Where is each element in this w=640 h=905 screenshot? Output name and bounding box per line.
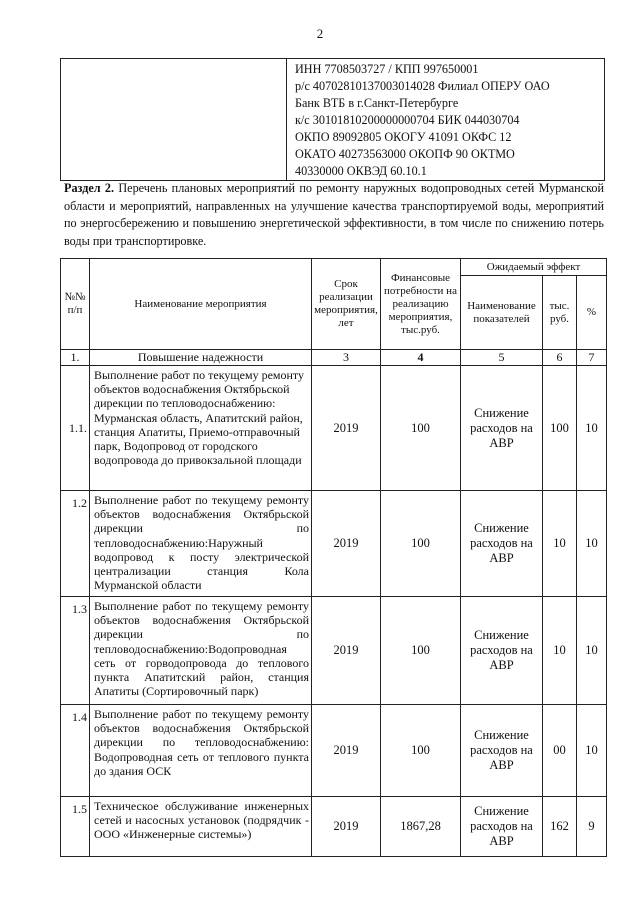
col-number: 5 (461, 350, 543, 366)
requisites-cell (287, 59, 605, 181)
row-year: 2019 (312, 491, 381, 597)
row-number: 1.4 (61, 705, 90, 797)
row-year: 2019 (312, 797, 381, 857)
row-name: Выполнение работ по текущему ремонту объектов водоснабжения Октябрьской дирекции по тепловодоснабжению:Водопроводная сеть от горводопровода до теплового пункта Апатитский район, станция Апатиты (Сортировочный парк) (90, 597, 312, 705)
row-cost: 100 (381, 491, 461, 597)
row-number: 1.5 (61, 797, 90, 857)
section-label: Раздел 2. (64, 181, 115, 195)
row-year: 2019 (312, 705, 381, 797)
requisites-line: ОКАТО 40273563000 ОКОПФ 90 ОКТМО (295, 147, 515, 161)
table-row (61, 597, 607, 705)
col-number: 6 (543, 350, 577, 366)
row-pct: 9 (577, 797, 607, 857)
row-pct: 10 (577, 597, 607, 705)
row-name: Выполнение работ по текущему ремонту объектов водоснабжения Октябрьской дирекции по тепловодоснабжению: Мурманская область, Апатитский район, станция Апатиты, Приемо-отправочный парк, Водопровод от городского водопровода до привокзальной площади (90, 366, 312, 491)
row-cost: 100 (381, 366, 461, 491)
header-indicator: Наименование показателей (461, 276, 543, 350)
col-number: 3 (312, 350, 381, 366)
requisites-table (60, 58, 605, 181)
requisites-line: Банк ВТБ в г.Санкт-Петербурге (295, 96, 459, 110)
requisites-line: р/с 40702810137003014028 Филиал ОПЕРУ ОАО (295, 79, 550, 93)
section-heading (64, 180, 604, 250)
table-row (61, 366, 607, 491)
measures-table (60, 258, 607, 857)
row-rub: 10 (543, 491, 577, 597)
row-rub: 162 (543, 797, 577, 857)
col-number: 7 (577, 350, 607, 366)
section-row-title: Повышение надежности (90, 350, 312, 366)
row-number: 1.3 (61, 597, 90, 705)
header-effect: Ожидаемый эффект (461, 259, 607, 276)
row-rub: 10 (543, 597, 577, 705)
row-year: 2019 (312, 366, 381, 491)
row-number: 1.2 (61, 491, 90, 597)
row-cost: 100 (381, 705, 461, 797)
row-name: Выполнение работ по текущему ремонту объектов водоснабжения Октябрьской дирекции по тепловодоснабжению:Наружный водопровод к посту электрической централизации станция Кола Мурманской области (90, 491, 312, 597)
row-indicator: Снижение расходов на АВР (461, 597, 543, 705)
requisites-line: ОКПО 89092805 ОКОГУ 41091 ОКФС 12 (295, 130, 512, 144)
section-text: Перечень плановых мероприятий по ремонту наружных водопроводных сетей Мурманской области и мероприятий, направленных на улучшение качества транспортируемой воды, мероприятий по энергосбережению и повышению энергетической эффективности, в том числе по снижению потерь воды при транспортировке. (64, 181, 604, 248)
header-term: Срок реализации мероприятия, лет (312, 259, 381, 350)
requisites-line: ИНН 7708503727 / КПП 997650001 (295, 62, 479, 76)
requisites-line: 40330000 ОКВЭД 60.10.1 (295, 164, 427, 178)
row-indicator: Снижение расходов на АВР (461, 705, 543, 797)
row-rub: 100 (543, 366, 577, 491)
table-row (61, 797, 607, 857)
requisites-line: к/с 30101810200000000704 БИК 044030704 (295, 113, 520, 127)
row-year: 2019 (312, 597, 381, 705)
row-cost: 1867,28 (381, 797, 461, 857)
header-num: №№ п/п (61, 259, 90, 350)
col-number: 1. (61, 350, 90, 366)
row-indicator: Снижение расходов на АВР (461, 491, 543, 597)
header-name: Наименование мероприятия (90, 259, 312, 350)
row-pct: 10 (577, 491, 607, 597)
table-row (61, 705, 607, 797)
row-pct: 10 (577, 705, 607, 797)
row-name: Выполнение работ по текущему ремонту объектов водоснабжения Октябрьской дирекции по тепловодоснабжению: Водопроводная сеть от теплового пункта до здания ОСК (90, 705, 312, 797)
header-thousand-rub: тыс. руб. (543, 276, 577, 350)
row-rub: 00 (543, 705, 577, 797)
row-name: Техническое обслуживание инженерных сетей и насосных установок (подрядчик - ООО «Инженерные системы») (90, 797, 312, 857)
row-indicator: Снижение расходов на АВР (461, 797, 543, 857)
header-finance: Финансовые потребности на реализацию мероприятия, тыс.руб. (381, 259, 461, 350)
row-number: 1.1. (61, 366, 90, 491)
row-cost: 100 (381, 597, 461, 705)
table-row (61, 491, 607, 597)
row-indicator: Снижение расходов на АВР (461, 366, 543, 491)
col-number: 4 (381, 350, 461, 366)
page-number: 2 (316, 26, 324, 41)
header-percent: % (577, 276, 607, 350)
requisites-empty-cell (61, 59, 287, 181)
row-pct: 10 (577, 366, 607, 491)
